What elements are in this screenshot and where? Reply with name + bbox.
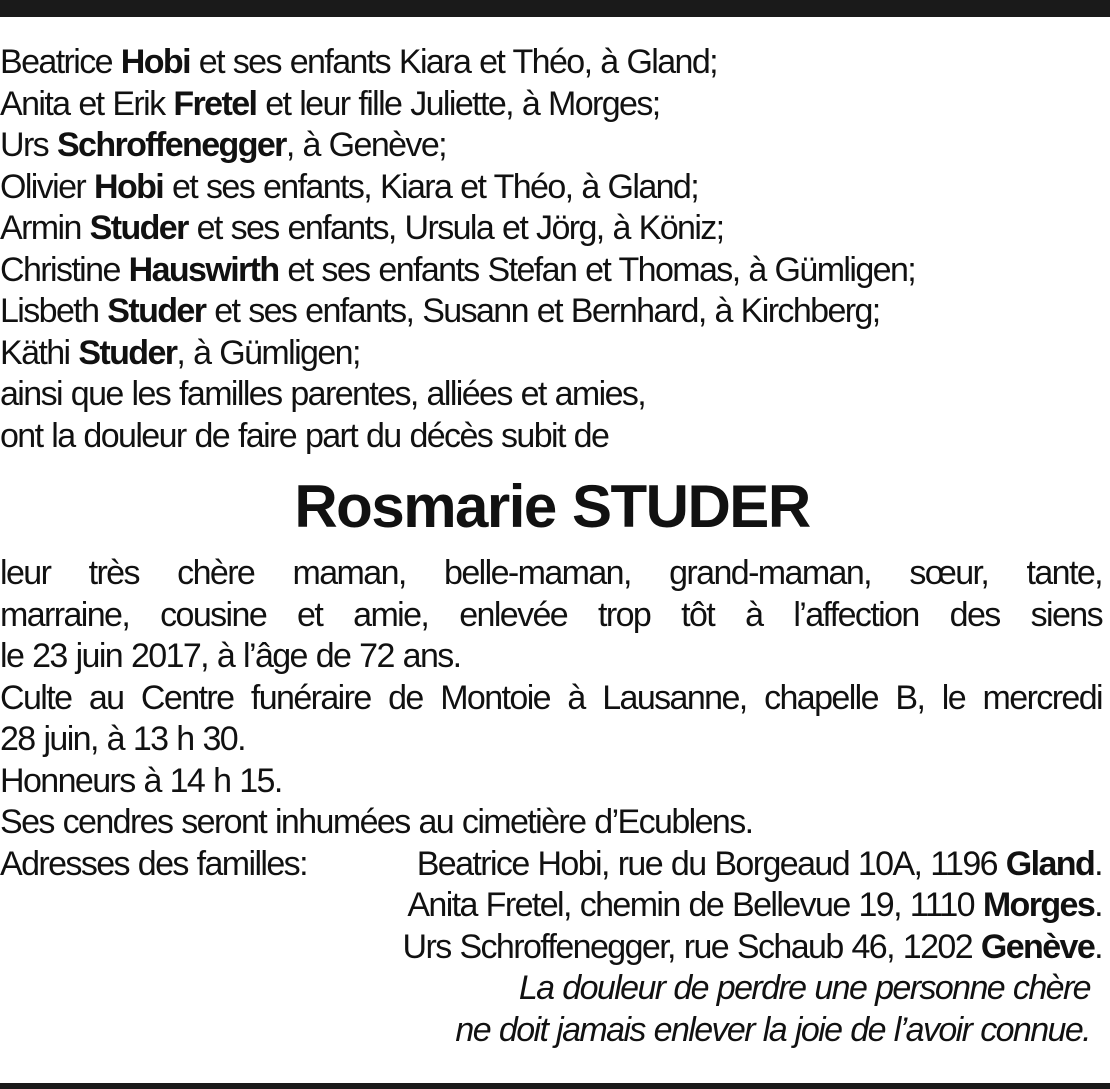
description-line: le 23 juin 2017, à l’âge de 72 ans. xyxy=(0,637,461,675)
quote-line: La douleur de perdre une personne chère xyxy=(518,969,1090,1007)
family-line-text: et ses enfants Stefan et Thomas, à Gümligen; xyxy=(278,250,916,289)
deceased-name: Rosmarie STUDER xyxy=(294,473,810,540)
family-line-text: Lisbeth xyxy=(0,292,108,330)
address-entry xyxy=(0,927,1102,969)
address-city: Morges xyxy=(982,886,1095,924)
description-paragraph xyxy=(0,553,1102,678)
address-entry xyxy=(345,844,1102,886)
family-surname: Studer xyxy=(89,209,188,247)
obituary-notice xyxy=(0,42,1102,1051)
family-line xyxy=(0,84,1102,126)
family-surname: Studer xyxy=(107,292,206,330)
family-line-text: Käthi xyxy=(0,333,79,372)
addresses-label: Adresses des familles: xyxy=(0,844,307,883)
address-row xyxy=(0,844,1102,886)
family-line xyxy=(0,42,1102,84)
family-line xyxy=(0,125,1102,167)
family-surname: Fretel xyxy=(173,84,257,123)
family-surname: Hobi xyxy=(94,167,164,206)
intro-line: ainsi que les familles parentes, alliées et amies, xyxy=(0,375,646,413)
service-line: Culte au Centre funéraire de Montoie à Lausanne, chapelle B, le mercredi xyxy=(0,678,1102,717)
service-info xyxy=(0,678,1102,761)
address-end: . xyxy=(1094,844,1102,883)
family-line xyxy=(0,167,1102,209)
family-line xyxy=(0,250,1102,292)
address-end: . xyxy=(1094,927,1102,966)
family-line-text: Urs xyxy=(0,126,57,164)
address-city: Genève xyxy=(980,927,1095,966)
family-line-text: Beatrice xyxy=(0,43,121,81)
family-line-text: et ses enfants, Kiara et Théo, à Gland; xyxy=(163,167,699,206)
family-surname: Schroffenegger xyxy=(56,126,286,164)
family-surname: Hauswirth xyxy=(128,250,279,289)
address-city: Gland xyxy=(1005,844,1095,883)
memorial-quote xyxy=(0,968,1102,1051)
family-line-text: , à Genève; xyxy=(285,126,446,164)
family-line-text: et ses enfants, Ursula et Jörg, à Köniz; xyxy=(187,209,724,247)
ashes-line: Ses cendres seront inhumées au cimetière d’Ecublens. xyxy=(0,803,753,841)
top-border-rule xyxy=(0,0,1110,17)
family-line-text: Christine xyxy=(0,250,129,289)
family-list xyxy=(0,42,1102,457)
family-surname: Studer xyxy=(78,333,177,372)
family-line-text: , à Gümligen; xyxy=(176,333,360,372)
addresses-block xyxy=(0,844,1102,969)
family-line-text: Anita et Erik xyxy=(0,84,174,123)
family-line-text: et ses enfants Kiara et Théo, à Gland; xyxy=(189,43,718,81)
address-text: Urs Schroffenegger, rue Schaub 46, 1202 xyxy=(402,927,981,966)
family-surname: Hobi xyxy=(120,43,190,81)
bottom-border-rule xyxy=(0,1083,1110,1089)
description-line: leur très chère maman, belle-maman, grand-maman, sœur, tante, xyxy=(0,554,1102,592)
family-line xyxy=(0,333,1102,375)
family-line-text: et ses enfants, Susann et Bernhard, à Kirchberg; xyxy=(205,292,880,330)
description-line: marraine, cousine et amie, enlevée trop tôt à l’affection des siens xyxy=(0,595,1102,634)
service-line: 28 juin, à 13 h 30. xyxy=(0,720,245,758)
address-end: . xyxy=(1094,886,1102,924)
family-line xyxy=(0,291,1102,333)
family-line xyxy=(0,208,1102,250)
intro-line: ont la douleur de faire part du décès subit de xyxy=(0,416,609,455)
quote-line: ne doit jamais enlever la joie de l’avoir connue. xyxy=(455,1010,1090,1049)
honours-line: Honneurs à 14 h 15. xyxy=(0,761,282,800)
family-line-text: Olivier xyxy=(0,167,94,206)
address-text: Anita Fretel, chemin de Bellevue 19, 1110 xyxy=(407,886,983,924)
family-line-text: Armin xyxy=(0,209,90,247)
address-entry xyxy=(0,885,1102,927)
family-line-text: et leur fille Juliette, à Morges; xyxy=(256,84,660,123)
address-text: Beatrice Hobi, rue du Borgeaud 10A, 1196 xyxy=(416,844,1006,883)
